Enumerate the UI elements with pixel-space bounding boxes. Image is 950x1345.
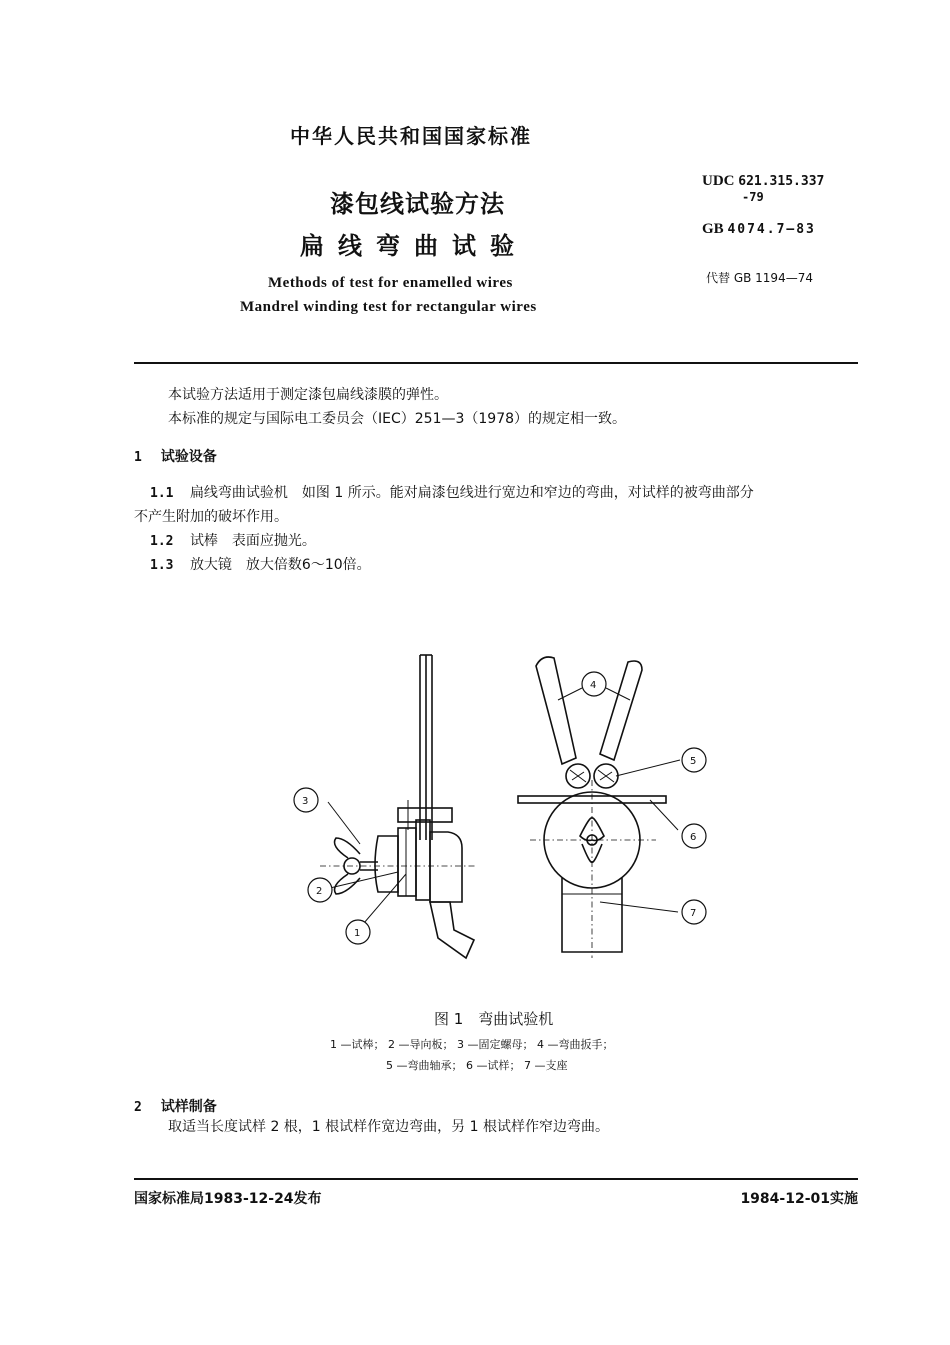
- callout-4: [582, 672, 606, 696]
- intro-line-1: 本试验方法适用于测定漆包扁线漆膜的弹性。: [168, 387, 448, 403]
- udc-label: UDC: [702, 173, 735, 189]
- section-2-heading: [134, 1096, 217, 1116]
- svg-text:7: 7: [690, 908, 697, 919]
- bending-machine-figure: [280, 640, 740, 960]
- standard-name: 中华人民共和国国家标准: [290, 124, 532, 148]
- replaces-note: 代替 GB 1194—74: [706, 271, 813, 285]
- gb-code: [702, 221, 816, 238]
- figure-caption: 图 1 弯曲试验机: [434, 1010, 554, 1028]
- header-rule: [134, 362, 858, 364]
- title-en-main: Methods of test for enamelled wires: [268, 275, 513, 291]
- section-2-text: 取适当长度试样 2 根，1 根试样作宽边弯曲，另 1 根试样作窄边弯曲。: [168, 1119, 609, 1135]
- effective-date: 1984-12-01实施: [740, 1191, 858, 1207]
- callout-1: [346, 920, 370, 944]
- item-1-1: [150, 482, 754, 502]
- front-view: [518, 657, 666, 958]
- svg-text:5: 5: [690, 756, 697, 767]
- callout-7: [682, 900, 706, 924]
- item-1-1-cont: 不产生附加的破坏作用。: [134, 509, 288, 525]
- svg-text:3: 3: [302, 796, 309, 807]
- section-2-title: 试样制备: [160, 1099, 217, 1115]
- section-2-number: 2: [134, 1100, 142, 1115]
- callout-5: [682, 748, 706, 772]
- svg-text:6: 6: [690, 832, 697, 843]
- item-1-3: [150, 554, 371, 574]
- callout-6: [682, 824, 706, 848]
- item-1-1-number: 1.1: [150, 486, 174, 501]
- issue-date: 国家标准局1983-12-24发布: [134, 1191, 322, 1207]
- figure-legend-line-1: 1 —试棒； 2 —导向板； 3 —固定螺母； 4 —弯曲扳手；: [330, 1038, 614, 1051]
- gb-label: GB: [702, 221, 724, 237]
- callout-3: [294, 788, 318, 812]
- callout-2: [308, 878, 332, 902]
- title-cn-main: 漆包线试验方法: [330, 190, 505, 218]
- section-1-heading: [134, 446, 217, 466]
- title-en-sub: Mandrel winding test for rectangular wires: [240, 299, 537, 315]
- gb-number: 4074.7—83: [727, 222, 816, 237]
- side-view: [320, 655, 476, 958]
- item-1-3-number: 1.3: [150, 558, 174, 573]
- udc-number: 621.315.337: [738, 174, 825, 189]
- section-1-title: 试验设备: [160, 449, 217, 465]
- svg-text:2: 2: [316, 886, 323, 897]
- udc-code: [702, 173, 824, 190]
- item-1-1-text: 扁线弯曲试验机 如图 1 所示。能对扁漆包线进行宽边和窄边的弯曲，对试样的被弯曲部分: [189, 485, 754, 501]
- figure-legend-line-2: 5 —弯曲轴承； 6 —试样； 7 —支座: [386, 1059, 568, 1072]
- footer-rule: [134, 1178, 858, 1180]
- item-1-3-text: 放大镜 放大倍数6～10倍。: [189, 557, 371, 573]
- udc-suffix: -79: [742, 190, 764, 204]
- item-1-2: [150, 530, 316, 550]
- section-1-number: 1: [134, 450, 142, 465]
- item-1-2-number: 1.2: [150, 534, 174, 549]
- item-1-2-text: 试棒 表面应抛光。: [189, 533, 316, 549]
- svg-text:1: 1: [354, 928, 361, 939]
- title-cn-sub: 扁线弯曲试验: [300, 232, 528, 260]
- intro-line-2: 本标准的规定与国际电工委员会（IEC）251—3（1978）的规定相一致。: [168, 411, 627, 427]
- svg-text:4: 4: [590, 680, 597, 691]
